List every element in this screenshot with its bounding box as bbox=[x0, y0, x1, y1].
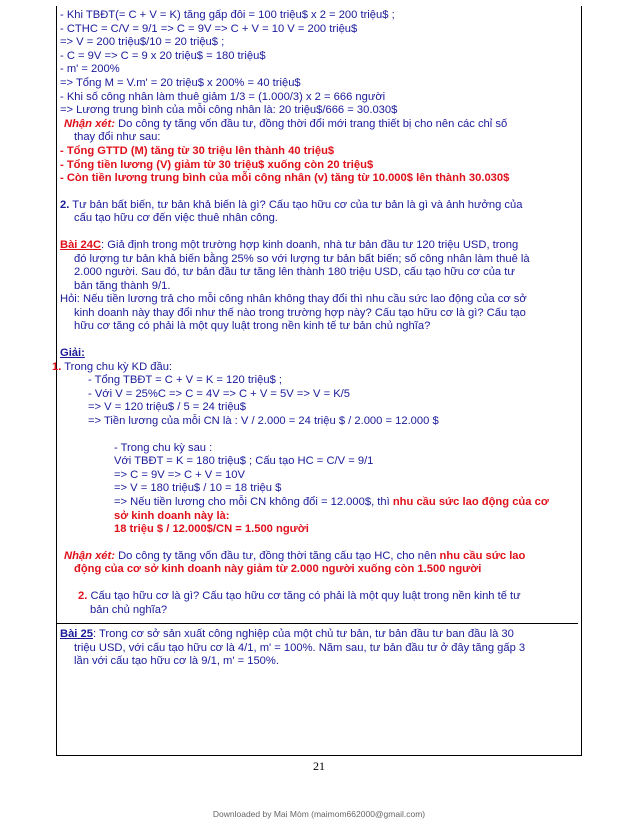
exercise-text-cont: bản tăng thành 9/1. bbox=[74, 279, 171, 292]
remark-text: Do công ty tăng vốn đầu tư, đồng thời đổi mới trang thiết bị cho nên các chỉ số bbox=[114, 117, 508, 130]
line: => C = 9V => C + V = 10V bbox=[114, 468, 245, 481]
result-line: - Còn tiền lương trung bình của mỗi công nhân (v) tăng từ 10.000$ lên thành 30.030$ bbox=[60, 172, 510, 185]
line: - CTHC = C/V = 9/1 => C = 9V => C + V = 10 V = 200 triệu$ bbox=[60, 22, 358, 35]
question-number: 2. bbox=[60, 198, 70, 211]
solution-heading: Giải: bbox=[60, 347, 85, 360]
question-text-cont: bản chủ nghĩa? bbox=[90, 603, 168, 616]
line: Với TBĐT = K = 180 triệu$ ; Cấu tạo HC = C/V = 9/1 bbox=[114, 455, 374, 468]
remark-highlight: nhu cầu sức lao bbox=[439, 549, 526, 562]
question-text-cont: cấu tạo hữu cơ đến việc thuê nhân công. bbox=[74, 212, 278, 225]
line: - Với V = 25%C => C = 4V => C + V = 5V => V = K/5 bbox=[88, 387, 350, 400]
solution-step-1 bbox=[52, 361, 580, 375]
exercise-label: Bài 25 bbox=[60, 628, 93, 641]
question-text: Cấu tạo hữu cơ là gì? Cấu tạo hữu cơ tăng có phải là một quy luật trong nền kinh tế tư bbox=[87, 589, 521, 602]
exercise-text-cont: đó lượng tư bản khả biến bằng 25% so với lượng tư bản bất biến; số công nhân làm thuê là bbox=[74, 252, 530, 265]
document-body bbox=[52, 9, 580, 669]
line bbox=[60, 496, 580, 510]
line: => V = 180 triệu$ / 10 = 18 triệu $ bbox=[114, 482, 282, 495]
result-line: - Tổng GTTD (M) tăng từ 30 triệu lên thành 40 triệu$ bbox=[60, 144, 335, 157]
remark-text: Do công ty tăng vốn đầu tư, đồng thời tăng cấu tạo HC, cho nên bbox=[114, 549, 440, 562]
question-line: Hỏi: Nếu tiền lương trả cho mỗi công nhân không thay đổi thì nhu cầu sức lao động của cơ sở bbox=[60, 293, 527, 306]
line: => V = 200 triệu$/10 = 20 triệu$ ; bbox=[60, 36, 225, 49]
exercise-25 bbox=[60, 628, 580, 642]
step-number: 1. bbox=[52, 360, 62, 373]
exercise-text-cont: triệu USD, với cấu tạo hữu cơ là 4/1, m' = 100%. Năm sau, tư bản đầu tư ở đây tăng gấp 3 bbox=[74, 641, 526, 654]
remark-label: Nhận xét: bbox=[64, 549, 115, 562]
remark-label: Nhận xét: bbox=[64, 117, 115, 130]
exercise-text: : Giả định trong một trường hợp kinh doanh, nhà tư bản đầu tư 120 triệu USD, trong bbox=[101, 238, 519, 251]
step-text: Trong chu kỳ KD đầu: bbox=[61, 360, 173, 373]
question-number: 2. bbox=[78, 589, 88, 602]
line: - Tổng TBĐT = C + V = K = 120 triệu$ ; bbox=[88, 374, 283, 387]
line: => Tiền lương của mỗi CN là : V / 2.000 = 24 triệu $ / 2.000 = 12.000 $ bbox=[88, 415, 439, 428]
question-2 bbox=[60, 199, 580, 213]
line-highlight: sở kinh doanh này là: bbox=[114, 509, 230, 522]
question-line-cont: kinh doanh này thay đổi như thế nào trong trường hợp này? Cấu tạo hữu cơ là gì? Cấu tạo bbox=[74, 306, 526, 319]
line: => Lương trung bình của mỗi công nhân là: 20 triệu$/666 = 30.030$ bbox=[60, 104, 398, 117]
question-line-cont: hữu cơ tăng có phải là một quy luật trong nền kinh tế tư bản chủ nghĩa? bbox=[74, 320, 431, 333]
exercise-text: : Trong cơ sở sản xuất công nghiệp của một chủ tư bản, tư bản đầu tư ban đầu là 30 bbox=[92, 628, 514, 641]
exercise-24c bbox=[60, 239, 580, 253]
download-footer: Downloaded by Mai Mòm (maimom662000@gmail.com) bbox=[212, 809, 426, 819]
question-2b bbox=[60, 590, 580, 604]
remark-2 bbox=[60, 550, 580, 564]
remark-text-cont: thay đổi như sau: bbox=[74, 131, 161, 144]
line: - C = 9V => C = 9 x 20 triệu$ = 180 triệu$ bbox=[60, 49, 266, 62]
line: - m' = 200% bbox=[60, 63, 120, 76]
line: => V = 120 triệu$ / 5 = 24 triệu$ bbox=[88, 401, 246, 414]
question-text: Tư bản bất biến, tư bản khả biến là gì? Cấu tạo hữu cơ của tư bản là gì và ảnh hưởng của bbox=[69, 198, 523, 211]
line: => Tổng M = V.m' = 20 triệu$ x 200% = 40 triệu$ bbox=[60, 76, 301, 89]
line: - Khi số công nhân làm thuê giảm 1/3 = (1.000/3) x 2 = 666 người bbox=[60, 90, 386, 103]
exercise-text-cont: lần với cấu tạo hữu cơ là 9/1, m' = 150%. bbox=[74, 655, 279, 668]
exercise-label: Bài 24C bbox=[60, 238, 102, 251]
line-highlight: 18 triệu $ / 12.000$/CN = 1.500 người bbox=[114, 523, 309, 536]
line: - Trong chu kỳ sau : bbox=[114, 441, 213, 454]
remark-1 bbox=[60, 118, 580, 132]
line: - Khi TBĐT(= C + V = K) tăng gấp đôi = 100 triệu$ x 2 = 200 triệu$ ; bbox=[60, 9, 395, 21]
remark-highlight-cont: động của cơ sở kinh doanh này giảm từ 2.000 người xuống còn 1.500 người bbox=[74, 563, 482, 576]
line-text: => Nếu tiền lương cho mỗi CN không đổi = 12.000$, thì bbox=[114, 496, 393, 508]
result-line: - Tổng tiền lương (V) giảm từ 30 triệu$ xuống còn 20 triệu$ bbox=[60, 158, 374, 171]
page-number: 21 bbox=[313, 759, 325, 773]
line-highlight: nhu cầu sức lao động của cơ bbox=[392, 496, 549, 508]
exercise-text-cont: 2.000 người. Sau đó, tư bản đầu tư tăng lên thành 180 triệu USD, cấu tạo hữu cơ của tư bbox=[74, 266, 515, 279]
